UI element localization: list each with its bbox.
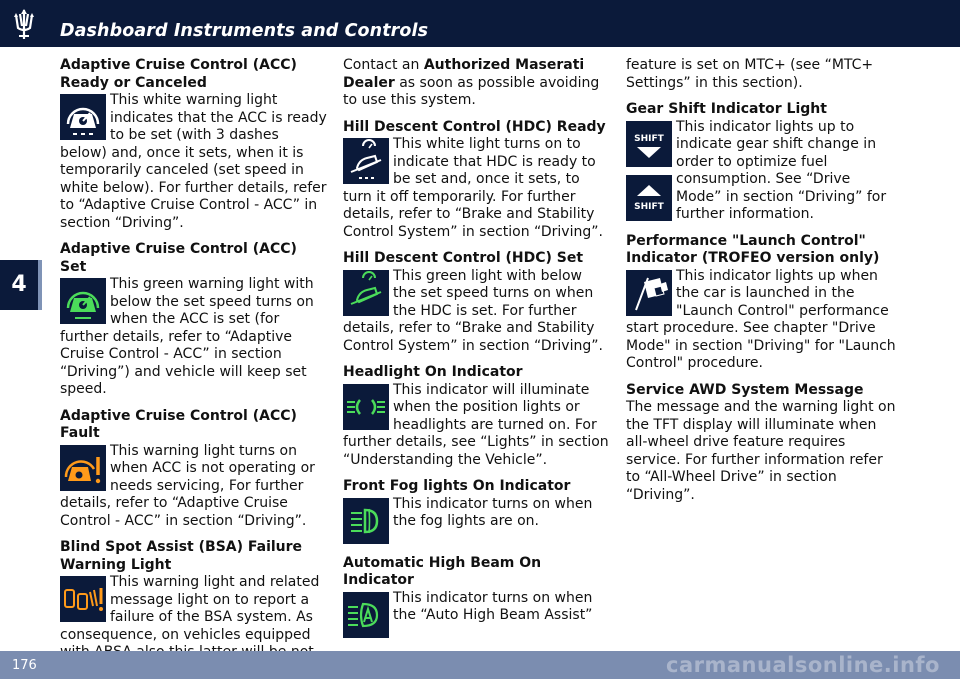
- section-title: Adaptive Cruise Control (ACC) Set: [60, 241, 297, 275]
- section-text: This indicator turns on when the fog lights are on.: [393, 495, 593, 529]
- gear-icons: [626, 119, 676, 223]
- section-text: This white light turns on to indicate that HDC is ready to be set and, once it sets, to turn it off temporarily. For further details, refer to “Brake and Stability Control System” in section “Driving”.: [343, 136, 603, 240]
- hdc-ready-icon: [343, 138, 389, 184]
- trident-logo: [6, 6, 42, 42]
- section-title: Performance "Launch Control" Indicator (TROFEO version only): [626, 232, 880, 266]
- section-intro: [626, 57, 900, 92]
- headlight-icon: [343, 384, 389, 430]
- section-hdc-ready: [343, 119, 609, 242]
- section-title: Service AWD System Message: [626, 381, 864, 398]
- section-headlight: [343, 364, 609, 469]
- section-gear-shift: [626, 101, 900, 224]
- page-number: 176: [12, 658, 37, 673]
- section-text: This indicator will illuminate when the position lights or headlights are turned on. For further details, see “Lights” in section “Understanding the Vehicle”.: [343, 381, 609, 468]
- section-text: This indicator lights up to indicate gear shift change in order to optimize fuel consumption. See “Drive Mode” in section “Driving” for further information.: [676, 118, 887, 222]
- section-text: This warning light turns on when ACC is not operating or needs servicing, For further details, refer to “Adaptive Cruise Control - ACC” in section “Driving”.: [60, 442, 315, 529]
- section-ahb: [343, 555, 609, 640]
- section-acc-fault: [60, 408, 328, 531]
- section-hdc-set: [343, 250, 609, 355]
- column-1: [60, 57, 328, 688]
- shift-down-label: SHIFT: [634, 133, 664, 144]
- fog-light-icon: [343, 498, 389, 544]
- section-title: Adaptive Cruise Control (ACC) Ready or Canceled: [60, 57, 297, 91]
- shift-up-icon: [626, 175, 672, 221]
- intro-text: feature is set on MTC+ (see “MTC+ Settings” in this section).: [626, 57, 874, 91]
- shift-up-label: SHIFT: [634, 201, 664, 212]
- column-3: [626, 57, 900, 513]
- section-contact: [343, 57, 609, 110]
- section-title: Hill Descent Control (HDC) Ready: [343, 118, 606, 135]
- section-fog: [343, 478, 609, 546]
- hdc-set-icon: [343, 270, 389, 316]
- contact-rest: as soon as possible avoiding to use this system.: [343, 74, 600, 108]
- section-text: This green warning light with below the set speed turns on when the ACC is set (for further details, refer to “Adaptive Cruise Control - ACC” in section “Driving”) and vehicle will keep set speed.: [60, 276, 314, 397]
- section-title: Blind Spot Assist (BSA) Failure Warning Light: [60, 539, 303, 573]
- acc-set-icon: [60, 278, 106, 324]
- section-acc-set: [60, 241, 328, 399]
- section-text: This warning light and related message light on to report a failure of the BSA system. As consequence, on vehicles equipped: [60, 574, 320, 643]
- section-title: Adaptive Cruise Control (ACC) Fault: [60, 407, 297, 441]
- dealer-name: Authorized Maserati Dealer: [343, 57, 585, 91]
- auto-high-beam-icon: [343, 592, 389, 638]
- shift-down-icon: [626, 121, 672, 167]
- contact-lead: Contact an: [343, 57, 424, 73]
- section-title: Headlight On Indicator: [343, 364, 523, 380]
- section-text: This white warning light indicates that the ACC is ready to be set (with 3 dashes below) and, once it sets, when it is temporarily canceled (set speed in white below). For further details, refer to “Adaptive Cruise Control - ACC” in section “Driving”.: [60, 92, 327, 231]
- checkered-flag-icon: [626, 270, 672, 316]
- section-title: Gear Shift Indicator Light: [626, 101, 827, 117]
- section-title: Hill Descent Control (HDC) Set: [343, 250, 584, 266]
- column-2: [343, 57, 609, 649]
- page-title: Dashboard Instruments and Controls: [60, 21, 429, 41]
- page-footer: [0, 651, 960, 679]
- section-text: This indicator lights up when the car is launched in the "Launch Control" performance start procedure. See chapter "Drive Mode" in section "Driving" for "Launch Control" procedure.: [626, 267, 896, 371]
- section-text: This green light with below the set speed turns on when the HDC is set. For further details, refer to “Brake and Stability Control System” in section “Driving”.: [343, 267, 603, 354]
- section-acc-ready: [60, 57, 328, 232]
- section-text: The message and the warning light on the TFT display will illuminate when all-wheel drive feature requires service. For further information refer to “All-Wheel Drive” in section “Driving”.: [626, 399, 896, 503]
- chapter-number: 4: [11, 272, 27, 297]
- acc-ready-icon: [60, 94, 106, 140]
- section-awd: [626, 382, 900, 505]
- section-text: This indicator turns on when the “Auto High Beam Assist”: [393, 589, 593, 623]
- watermark: carmanualsonline.info: [666, 653, 940, 677]
- page-header: [0, 0, 960, 47]
- chapter-tab: [0, 260, 42, 310]
- section-title: Front Fog lights On Indicator: [343, 478, 571, 494]
- bsa-failure-icon: [60, 576, 106, 622]
- acc-fault-icon: [60, 445, 106, 491]
- section-launch-control: [626, 233, 900, 373]
- section-title: Automatic High Beam On Indicator: [343, 554, 542, 588]
